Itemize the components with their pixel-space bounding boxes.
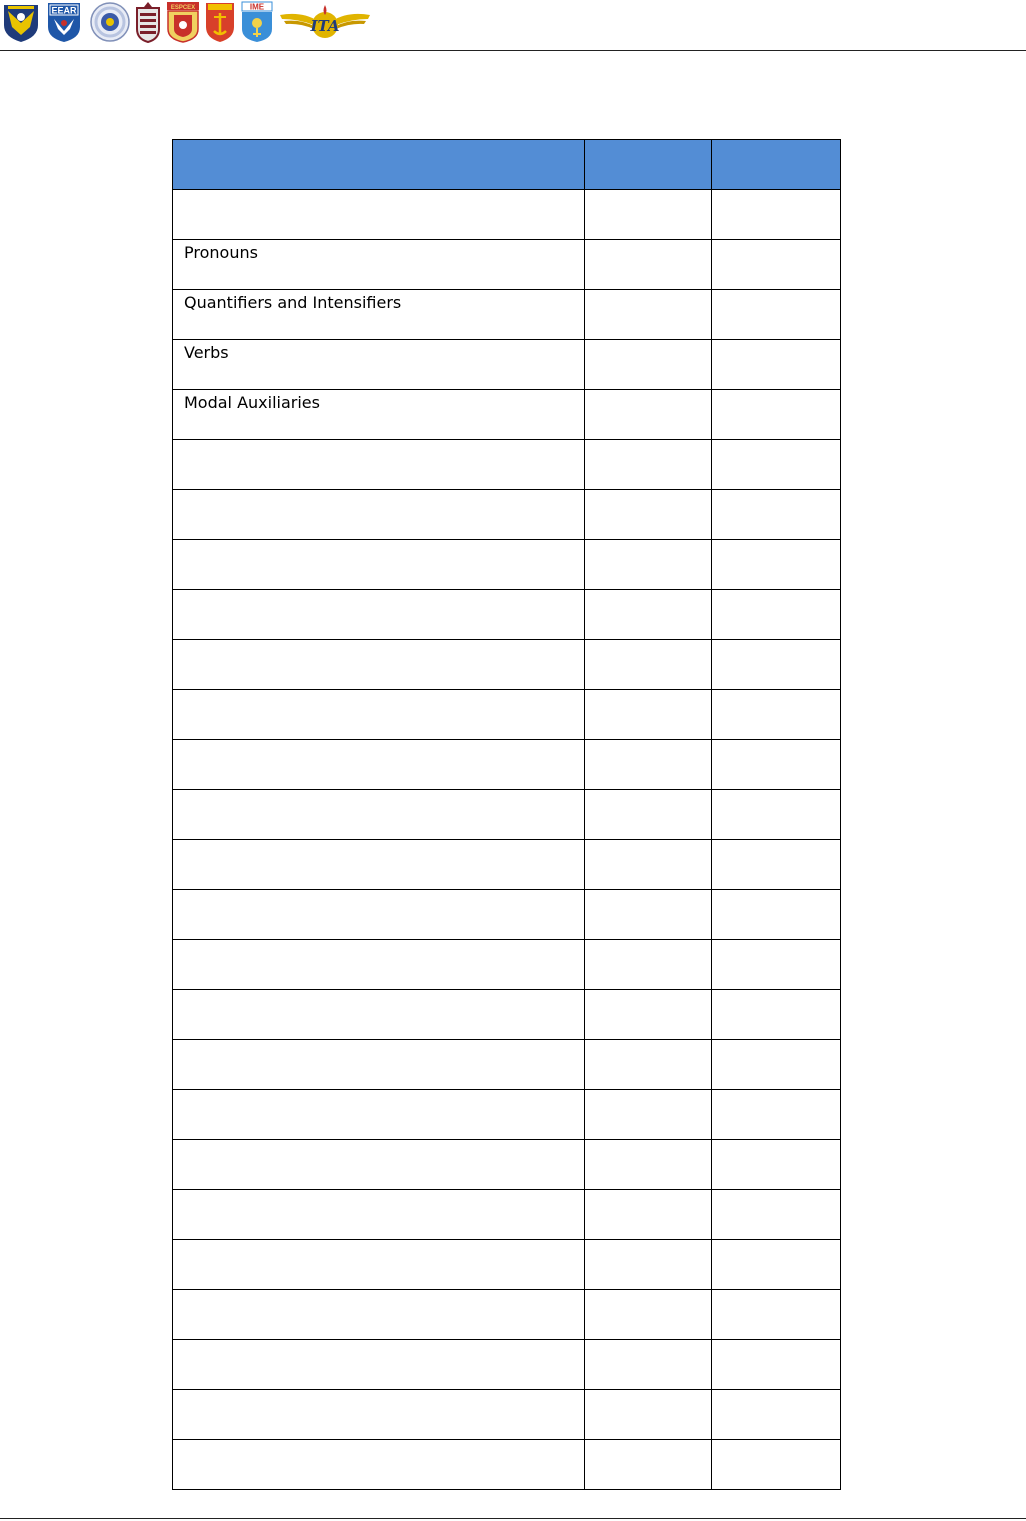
topic-cell bbox=[173, 1140, 585, 1190]
table-cell bbox=[712, 940, 841, 990]
table-cell bbox=[712, 740, 841, 790]
table-cell bbox=[712, 1140, 841, 1190]
topic-cell bbox=[173, 490, 585, 540]
topic-cell bbox=[173, 840, 585, 890]
topic-cell bbox=[173, 1090, 585, 1140]
topic-cell bbox=[173, 640, 585, 690]
table-row bbox=[173, 190, 841, 240]
afa-shield-icon bbox=[204, 1, 236, 43]
table-row bbox=[173, 1140, 841, 1190]
eear-crest-icon bbox=[46, 1, 82, 43]
topic-cell bbox=[173, 1290, 585, 1340]
table-row bbox=[173, 590, 841, 640]
header-divider bbox=[0, 50, 1026, 51]
svg-text:IME: IME bbox=[249, 2, 265, 12]
table-cell bbox=[585, 1090, 712, 1140]
table-cell bbox=[585, 690, 712, 740]
table-cell bbox=[712, 340, 841, 390]
topic-cell bbox=[173, 1390, 585, 1440]
table-cell bbox=[585, 240, 712, 290]
ita-winged-logo-icon bbox=[278, 1, 372, 43]
table-header-cell bbox=[712, 140, 841, 190]
table-cell bbox=[712, 1340, 841, 1390]
table-cell bbox=[585, 840, 712, 890]
table-row bbox=[173, 390, 841, 440]
svg-text:EEAR: EEAR bbox=[51, 5, 77, 16]
topic-cell bbox=[173, 740, 585, 790]
table-cell bbox=[712, 1390, 841, 1440]
table-cell bbox=[712, 1240, 841, 1290]
table-cell bbox=[712, 1040, 841, 1090]
topic-cell bbox=[173, 590, 585, 640]
table-header-cell bbox=[585, 140, 712, 190]
table-row bbox=[173, 440, 841, 490]
table-cell bbox=[585, 1290, 712, 1340]
table-cell bbox=[585, 1390, 712, 1440]
table-row bbox=[173, 690, 841, 740]
table-cell bbox=[712, 640, 841, 690]
table-cell bbox=[712, 990, 841, 1040]
table-cell bbox=[585, 1040, 712, 1090]
table-cell bbox=[585, 340, 712, 390]
topic-cell bbox=[173, 190, 585, 240]
table-row bbox=[173, 940, 841, 990]
round-seal-icon bbox=[90, 1, 130, 43]
table-cell bbox=[585, 890, 712, 940]
table-cell bbox=[712, 790, 841, 840]
table-cell bbox=[712, 540, 841, 590]
table-cell bbox=[712, 440, 841, 490]
table-cell bbox=[712, 240, 841, 290]
topic-cell bbox=[173, 890, 585, 940]
topic-cell bbox=[173, 1340, 585, 1390]
table-cell bbox=[585, 440, 712, 490]
table-row bbox=[173, 1190, 841, 1240]
table-header-cell bbox=[173, 140, 585, 190]
table-row bbox=[173, 1040, 841, 1090]
table-cell bbox=[712, 590, 841, 640]
table-cell bbox=[712, 890, 841, 940]
topics-table bbox=[172, 139, 841, 1490]
topic-cell bbox=[173, 690, 585, 740]
table-cell bbox=[585, 540, 712, 590]
table-cell bbox=[585, 740, 712, 790]
svg-text:ITA: ITA bbox=[310, 17, 340, 35]
topic-cell bbox=[173, 440, 585, 490]
table-row bbox=[173, 840, 841, 890]
table-row bbox=[173, 490, 841, 540]
table-row bbox=[173, 1440, 841, 1490]
table-row bbox=[173, 1240, 841, 1290]
table-cell bbox=[585, 1240, 712, 1290]
page-header bbox=[0, 0, 1026, 50]
table-cell bbox=[585, 640, 712, 690]
table-cell bbox=[585, 990, 712, 1040]
table-cell bbox=[585, 590, 712, 640]
table-cell bbox=[712, 1190, 841, 1240]
ime-shield-icon bbox=[240, 1, 274, 43]
topic-cell bbox=[173, 940, 585, 990]
topic-cell: Verbs bbox=[173, 340, 585, 390]
table-row bbox=[173, 790, 841, 840]
svg-text:ESPCEX: ESPCEX bbox=[170, 5, 196, 11]
table-row bbox=[173, 640, 841, 690]
table-row bbox=[173, 1090, 841, 1140]
topic-cell bbox=[173, 1040, 585, 1090]
table-cell bbox=[712, 1290, 841, 1340]
table-cell bbox=[712, 840, 841, 890]
table-cell bbox=[712, 1440, 841, 1490]
naval-crest-icon bbox=[134, 1, 162, 43]
topic-cell bbox=[173, 1240, 585, 1290]
table-cell bbox=[712, 290, 841, 340]
table-cell bbox=[712, 490, 841, 540]
topic-cell bbox=[173, 1190, 585, 1240]
table-cell bbox=[585, 290, 712, 340]
table-cell bbox=[585, 490, 712, 540]
table-cell bbox=[585, 1440, 712, 1490]
topic-cell: Modal Auxiliaries bbox=[173, 390, 585, 440]
table-cell bbox=[585, 1140, 712, 1190]
table-cell bbox=[585, 1340, 712, 1390]
table-cell bbox=[712, 390, 841, 440]
espcex-shield-icon bbox=[166, 1, 200, 43]
table-cell bbox=[585, 390, 712, 440]
table-row bbox=[173, 1340, 841, 1390]
footer-divider bbox=[0, 1518, 1026, 1519]
table-row bbox=[173, 540, 841, 590]
table-cell bbox=[585, 1190, 712, 1240]
table-header-row bbox=[173, 140, 841, 190]
topic-cell bbox=[173, 1440, 585, 1490]
table-cell bbox=[712, 1090, 841, 1140]
table-cell bbox=[585, 190, 712, 240]
table-cell bbox=[585, 940, 712, 990]
table-row bbox=[173, 990, 841, 1040]
table-row bbox=[173, 1390, 841, 1440]
table-row bbox=[173, 240, 841, 290]
table-row bbox=[173, 290, 841, 340]
table-row bbox=[173, 340, 841, 390]
table-cell bbox=[712, 690, 841, 740]
topic-cell bbox=[173, 540, 585, 590]
epcar-crest-icon bbox=[2, 1, 40, 43]
topic-cell: Pronouns bbox=[173, 240, 585, 290]
topic-cell: Quantifiers and Intensifiers bbox=[173, 290, 585, 340]
table-cell bbox=[585, 790, 712, 840]
table-row bbox=[173, 1290, 841, 1340]
topic-cell bbox=[173, 790, 585, 840]
table-row bbox=[173, 890, 841, 940]
topic-cell bbox=[173, 990, 585, 1040]
table-row bbox=[173, 740, 841, 790]
table-cell bbox=[712, 190, 841, 240]
